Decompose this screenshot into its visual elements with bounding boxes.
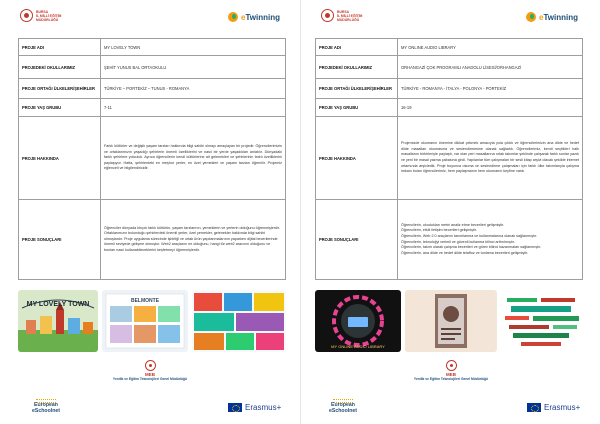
label-hakkinda: PROJE HAKKINDA [19,117,101,200]
value-ulkeler-right: TÜRKİYE - ROMANYA - İTALYA - POLONYA - PORTEKİZ [398,79,583,99]
eu-flag-icon [228,403,242,412]
erasmus-logo [228,403,281,412]
label-okullar: PROJEDEKİ OKULLARIMIZ [19,56,101,79]
lovely-town-illustration [18,290,98,352]
meb-footer-logo [110,360,190,381]
row-yas [19,99,286,117]
value-okullar: ŞEHİT YUNUS BAL ORTAOKULU [101,56,286,79]
row-ulkeler [19,79,286,99]
value-hakkinda-right: Projemizde okumanın önemine dikkat çekmek amacıyla yola çıktık ve öğrencilerimizin ana dilde ve hedef dilde masalları okumasına ve seslendirmesine olanak sağladık. Öğrencilerimiz, kendi seçtikleri halk masallarını birbirleriyle paylaştı, var olan peri masallarına ortak takımlar şeklinde çalışarak farklı sonlar yazdı ve yeni bir masal yazma çabasına girdi. Yapılanlar tüm çalışmaları bir sesli kitap arşivi olacak şekilde internet ortamında arşivledik. Proje boyunca okuma ve seslendirme çalışmaları için farklı ülke takımlarıyla çalışma imkanı bulan öğrencilerimiz, hem paylaşmanın hem okumanın keyfine vardı. [398,117,583,200]
value-yas: 7-11 [101,99,286,117]
etwinning-logo-right [526,12,578,22]
etwinning-icon-right [526,12,536,22]
row-okullar [19,56,286,79]
es-line2-right: eSchoolnet [329,407,357,414]
meb-seal-icon-right [321,9,334,22]
european-schoolnet-logo [20,399,72,414]
belmonte-title: BELMONTE [130,298,160,304]
meb-header-logo-right [321,9,381,22]
row-proje-adi-right [316,39,583,56]
meb-footer-logo-right [411,360,491,381]
photo-word-cloud [501,290,583,352]
audio-book-cover [405,290,497,352]
european-schoolnet-logo-right [317,399,369,414]
label-proje-adi-right: PROJE ADI [316,39,398,56]
label-ulkeler: PROJE ORTAĞI ÜLKELER/ŞEHİRLER [19,79,101,99]
es-line1: European [34,402,58,408]
value-proje-adi: MY LOVELY TOWN [101,39,286,56]
meb-footer-title: MEB [145,372,155,377]
belmonte-collage [102,290,188,352]
value-yas-right: 16-19 [398,99,583,117]
value-proje-adi-right: MY ONLINE AUDIO LIBRARY [398,39,583,56]
erasmus-text-right: Erasmus+ [544,403,581,412]
row-sonuclar-right [316,200,583,280]
photo-collage [192,290,286,352]
meb-footer-title-right: MEB [446,372,456,377]
label-yas: PROJE YAŞ GRUBU [19,99,101,117]
row-hakkinda [19,117,286,200]
row-proje-adi [19,39,286,56]
etwinning-e: e [241,12,246,22]
row-sonuclar [19,200,286,280]
project-info-table [18,38,286,280]
label-yas-right: PROJE YAŞ GRUBU [316,99,398,117]
lovely-town-photo-title: MY LOVELY TOWN [26,301,90,308]
etwinning-word: Twinning [245,12,280,22]
etwinning-word-right: Twinning [543,12,578,22]
label-sonuclar: PROJE SONUÇLARI [19,200,101,280]
audio-library-illustration [315,290,401,352]
value-sonuclar-right: Öğrencilerin, okudukları metni analiz etme becerileri gelişmiştir. Öğrencilerin, etkili iletişim becerileri gelişmiştir. Öğrencilerin, Web 2.0 araçlarını tanımlanma ve kullanmalarına olanak sağlanmıştır. Öğrencilerin, teknolojiyi verimli ve güvenli kullanma bilinci arttırılmıştır. Öğrencilerin, takım olarak çalışma becerileri ve görev bilinci kazanmaları sağlanmıştır. Öğrencilerin, ana dilde ve hedef dilde telaffuz ve tonlama becerileri gelişmiştir. [398,200,583,280]
photo-audio-library-ring [315,290,401,352]
right-page [300,0,600,424]
etwinning-logo [228,12,280,22]
value-hakkinda: Farklı kültürler ve değişik yaşam tarzları hakkında bilgi sahibi olmayı amaçlayan bir projedir. Öğrencilerimizin ve ortaklarımızın yaşadığı şehirlerin önemli özelliklerini ve nasıl bir yerde yaşadıkları anlatılır. Dünyadaki farklı şehirlere yolculuk. Ayrıca öğrencilerin kendi kültürlerine ait gelenekleri ve şehirlerinin farklı özelliklerini paylaşıyor. Hatta, şehirlerdeki en meşhur yerler, en özel yemekleri ve yaşam tarzları öğrenilir. Projemiz eğlenceli ve bilgilendiricidir. [101,117,286,200]
meb-footer-seal-icon-right [446,360,457,371]
label-hakkinda-right: PROJE HAKKINDA [316,117,398,200]
etwinning-icon [228,12,238,22]
meb-header-text: BURSA İL MİLLİ EĞİTİM MÜDÜRLÜĞÜ [36,9,62,22]
row-ulkeler-right [316,79,583,99]
erasmus-logo-right [527,403,580,412]
project-info-table-right [315,38,583,280]
eu-flag-icon-right [527,403,541,412]
row-okullar-right [316,56,583,79]
label-sonuclar-right: PROJE SONUÇLARI [316,200,398,280]
label-okullar-right: PROJEDEKİ OKULLARIMIZ [316,56,398,79]
meb-footer-seal-icon [145,360,156,371]
row-yas-right [316,99,583,117]
meb-footer-subtitle: Yenilik ve Eğitim Teknolojileri Genel Müdürlüğü [112,377,188,381]
town-collage [192,290,286,352]
value-sonuclar: Öğrenciler dünyada birçok farklı kültürün, yaşam tarzlarının, yemeklerin ve yerlerin olduğunu öğrenmişlerdir. Ortaklarımızın bulunduğu şehirlerdeki önemli yerler, özel yemekler, gelenekler hakkında bilgi sahibi olmuşlardır. Proje uygulama sürecinde işbirliği ve ortak ürün yapılanmalarının yaparken dijital becerilerinde önemli seviyede gelişme olmuştur. Web2 araçlarını ne olduğunu, hangi tür web2 aracının olduğunu ve bunları nasıl kullanabileceklerini keşfetmeyi öğrenmişlerdir. [101,200,286,280]
meb-header-text-right: BURSA İL MİLLİ EĞİTİM MÜDÜRLÜĞÜ [337,9,363,22]
meb-footer-subtitle-right: Yenilik ve Eğitim Teknolojileri Genel Müdürlüğü [413,377,489,381]
row-hakkinda-right [316,117,583,200]
label-ulkeler-right: PROJE ORTAĞI ÜLKELER/ŞEHİRLER [316,79,398,99]
es-line2: eSchoolnet [32,407,60,414]
photo-my-lovely-town [18,290,98,352]
erasmus-text: Erasmus+ [245,403,282,412]
photo-belmonte [102,290,188,352]
library-ring-text: MY ONLINE AUDIO LIBRARY [331,344,385,349]
value-ulkeler: TÜRKİYE – PORTEKİZ – TUNUS - ROMANYA [101,79,286,99]
word-cloud [501,290,583,352]
meb-header-logo [20,9,80,22]
photo-book-cover [405,290,497,352]
value-okullar-right: ORHANGAZİ ÇOK PROGRAMLI ANADOLU LİSESİ/ORHANGAZİ [398,56,583,79]
label-proje-adi: PROJE ADI [19,39,101,56]
meb-seal-icon [20,9,33,22]
es-line1-right: European [331,402,355,408]
etwinning-e-right: e [539,12,544,22]
